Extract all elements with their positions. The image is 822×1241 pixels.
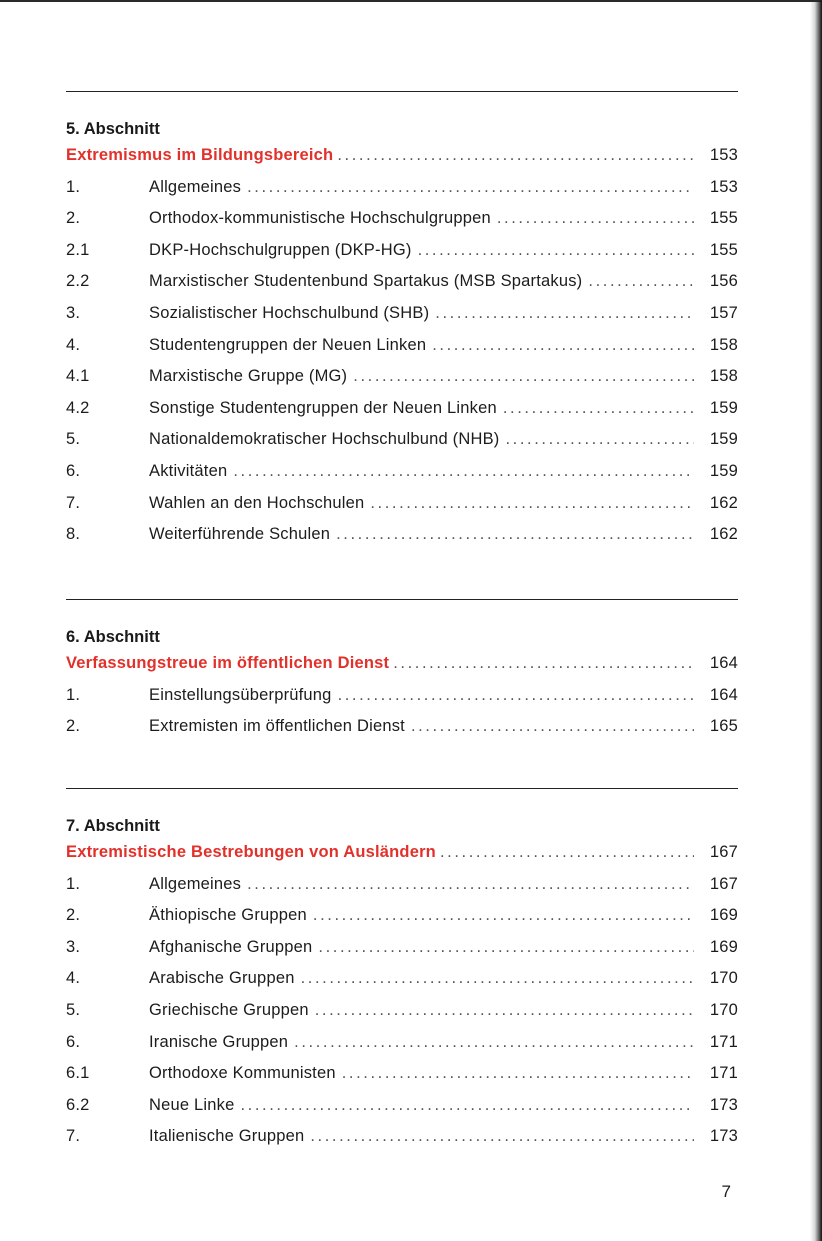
toc-entry	[66, 869, 738, 901]
toc-entry	[66, 963, 738, 995]
dot-leader	[310, 1121, 694, 1153]
page-number: 159	[709, 430, 738, 449]
entry-number: 6.	[66, 461, 81, 480]
page-number: 164	[709, 685, 738, 704]
dot-leader	[247, 172, 694, 204]
section-label: 7. Abschnitt	[66, 817, 160, 835]
section-7	[66, 788, 738, 1153]
page-number: 173	[709, 1095, 738, 1114]
entry-title: Allgemeines	[149, 874, 242, 893]
toc-entry	[66, 680, 738, 712]
page-spine-shadow	[810, 2, 822, 1241]
dot-leader	[294, 1027, 694, 1059]
toc-entry	[66, 235, 738, 267]
entry-number: 1.	[66, 177, 81, 196]
dot-leader	[338, 680, 694, 712]
toc-entry	[66, 424, 738, 456]
dot-leader	[318, 932, 694, 964]
entry-number: 4.	[66, 335, 81, 354]
dot-leader	[497, 203, 694, 235]
dot-leader	[342, 1058, 694, 1090]
entry-title: Griechische Gruppen	[149, 1000, 309, 1019]
section-divider	[66, 599, 738, 600]
entry-title: Marxistischer Studentenbund Spartakus (MSB Spartakus)	[149, 272, 583, 291]
toc-entry	[66, 393, 738, 425]
entry-number: 8.	[66, 525, 81, 544]
entry-number: 6.2	[66, 1095, 90, 1114]
entry-number: 2.	[66, 906, 81, 925]
page-number: 162	[709, 493, 738, 512]
entry-title: Neue Linke	[149, 1095, 235, 1114]
entry-number: 2.2	[66, 272, 90, 291]
page-number: 170	[709, 1000, 738, 1019]
page-folio: 7	[721, 1182, 731, 1201]
entry-number: 1.	[66, 874, 81, 893]
dot-leader	[315, 995, 694, 1027]
page-number: 170	[709, 969, 738, 988]
entry-number: 2.	[66, 717, 81, 736]
page-number: 162	[709, 525, 738, 544]
section-heading-row	[66, 648, 738, 680]
section-divider	[66, 788, 738, 789]
dot-leader	[240, 1090, 694, 1122]
toc-entry	[66, 203, 738, 235]
toc-entry	[66, 1027, 738, 1059]
entry-number: 6.	[66, 1032, 81, 1051]
toc-entry	[66, 1090, 738, 1122]
entry-number: 6.1	[66, 1064, 90, 1083]
toc-entry	[66, 361, 738, 393]
toc-entry	[66, 1121, 738, 1153]
toc-entry	[66, 711, 738, 743]
entry-title: Einstellungsüberprüfung	[149, 685, 332, 704]
toc-entry	[66, 932, 738, 964]
entry-number: 7.	[66, 1127, 81, 1146]
page-number: 156	[709, 272, 738, 291]
toc-entry	[66, 995, 738, 1027]
entry-title: Orthodox-kommunistische Hochschulgruppen	[149, 209, 491, 228]
entry-title: Orthodoxe Kommunisten	[149, 1064, 336, 1083]
dot-leader	[353, 361, 694, 393]
toc-entry	[66, 172, 738, 204]
dot-leader	[435, 298, 694, 330]
page-number: 169	[709, 937, 738, 956]
dot-leader	[336, 519, 694, 551]
entry-title: Aktivitäten	[149, 461, 228, 480]
toc-entry	[66, 488, 738, 520]
dot-leader	[313, 900, 694, 932]
toc-entry	[66, 298, 738, 330]
section-heading: Extremismus im Bildungsbereich	[66, 146, 334, 164]
entry-number: 4.2	[66, 398, 90, 417]
page-number: 167	[709, 843, 738, 861]
entry-title: Marxistische Gruppe (MG)	[149, 367, 348, 386]
entry-title: Afghanische Gruppen	[149, 937, 313, 956]
page-number: 158	[709, 335, 738, 354]
page-number: 165	[709, 717, 738, 736]
entry-number: 1.	[66, 685, 81, 704]
page-number: 173	[709, 1127, 738, 1146]
entry-number: 7.	[66, 493, 81, 512]
page-number: 157	[709, 303, 738, 322]
section-heading: Extremistische Bestrebungen von Ausländern	[66, 843, 436, 861]
entry-title: Sonstige Studentengruppen der Neuen Linken	[149, 398, 497, 417]
page-number: 171	[709, 1032, 738, 1051]
entry-title: Studentengruppen der Neuen Linken	[149, 335, 427, 354]
page-number: 153	[709, 146, 738, 164]
page-number: 159	[709, 461, 738, 480]
page-number: 159	[709, 398, 738, 417]
dot-leader	[393, 648, 694, 680]
section-heading: Verfassungstreue im öffentlichen Dienst	[66, 654, 390, 672]
section-divider	[66, 91, 738, 92]
dot-leader	[418, 235, 694, 267]
entry-number: 3.	[66, 303, 81, 322]
toc-entry	[66, 266, 738, 298]
toc-list	[66, 172, 738, 551]
entry-title: Wahlen an den Hochschulen	[149, 493, 365, 512]
entry-number: 2.	[66, 209, 81, 228]
section-5	[66, 91, 738, 551]
entry-title: Extremisten im öffentlichen Dienst	[149, 717, 405, 736]
page-number: 155	[709, 240, 738, 259]
page-number: 171	[709, 1064, 738, 1083]
dot-leader	[440, 837, 694, 869]
dot-leader	[588, 266, 694, 298]
toc-entry	[66, 519, 738, 551]
dot-leader	[301, 963, 694, 995]
toc-list	[66, 869, 738, 1153]
section-heading-row	[66, 140, 738, 172]
toc-entry	[66, 456, 738, 488]
entry-title: Sozialistischer Hochschulbund (SHB)	[149, 303, 430, 322]
section-heading-row	[66, 837, 738, 869]
page-number: 153	[709, 177, 738, 196]
toc-entry	[66, 330, 738, 362]
dot-leader	[370, 488, 694, 520]
dot-leader	[505, 424, 694, 456]
entry-number: 3.	[66, 937, 81, 956]
dot-leader	[337, 140, 694, 172]
toc-entry	[66, 1058, 738, 1090]
dot-leader	[247, 869, 694, 901]
page-number: 155	[709, 209, 738, 228]
section-6	[66, 599, 738, 743]
section-label: 5. Abschnitt	[66, 120, 160, 138]
toc-list	[66, 680, 738, 743]
dot-leader	[432, 330, 694, 362]
section-label: 6. Abschnitt	[66, 628, 160, 646]
entry-title: Äthiopische Gruppen	[149, 906, 307, 925]
entry-number: 2.1	[66, 240, 90, 259]
entry-title: Arabische Gruppen	[149, 969, 295, 988]
entry-title: DKP-Hochschulgruppen (DKP-HG)	[149, 240, 412, 259]
entry-title: Weiterführende Schulen	[149, 525, 331, 544]
entry-title: Allgemeines	[149, 177, 242, 196]
entry-title: Iranische Gruppen	[149, 1032, 289, 1051]
entry-title: Nationaldemokratischer Hochschulbund (NHB)	[149, 430, 500, 449]
entry-number: 5.	[66, 430, 81, 449]
dot-leader	[233, 456, 694, 488]
entry-number: 4.1	[66, 367, 90, 386]
entry-number: 4.	[66, 969, 81, 988]
dot-leader	[411, 711, 694, 743]
entry-number: 5.	[66, 1000, 81, 1019]
page-number: 167	[709, 874, 738, 893]
toc-entry	[66, 900, 738, 932]
entry-title: Italienische Gruppen	[149, 1127, 305, 1146]
dot-leader	[503, 393, 694, 425]
page-number: 169	[709, 906, 738, 925]
page-number: 164	[709, 654, 738, 672]
page-number: 158	[709, 367, 738, 386]
